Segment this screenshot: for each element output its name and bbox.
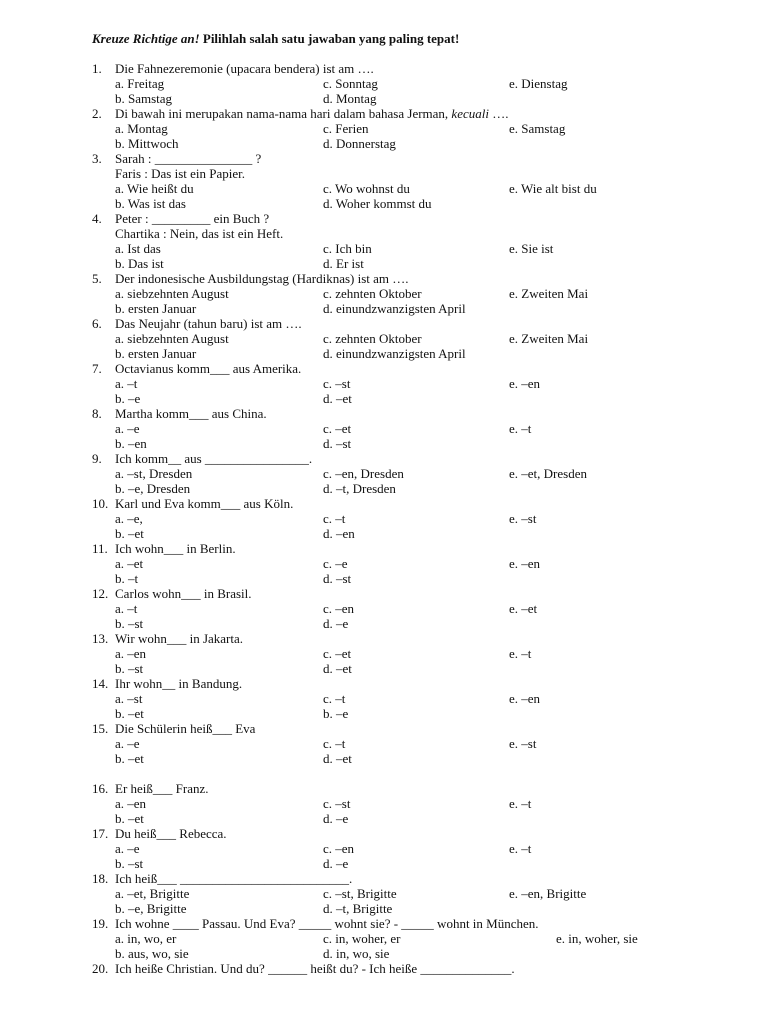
question-item: [0, 916, 768, 961]
question-text: Du heiß___ Rebecca.: [115, 826, 227, 841]
question-item: [0, 106, 768, 151]
answer-option: b. –et: [115, 751, 144, 766]
answer-option: a. –en: [115, 646, 147, 661]
answer-option: b. –e, Brigitte: [115, 901, 187, 916]
answer-option: b. Mittwoch: [115, 136, 179, 151]
answer-row: [0, 841, 768, 856]
answer-row: [0, 811, 768, 826]
answer-option: b. –en: [115, 436, 147, 451]
answer-option: c. –st, Brigitte: [323, 886, 397, 901]
question-number: 3.: [92, 151, 102, 166]
question-line: [0, 496, 768, 511]
question-number: 6.: [92, 316, 102, 331]
question-text: Das Neujahr (tahun baru) ist am ….: [115, 316, 302, 331]
question-number: 15.: [92, 721, 109, 736]
question-line: [0, 631, 768, 646]
answer-row: [0, 481, 768, 496]
answer-row: [0, 301, 768, 316]
answer-option: e. –et, Dresden: [509, 466, 587, 481]
answer-option: e. –t: [509, 796, 532, 811]
answer-option: b. Das ist: [115, 256, 164, 271]
answer-option: d. Montag: [323, 91, 377, 106]
question-item: [0, 271, 768, 316]
answer-row: [0, 661, 768, 676]
answer-row: [0, 181, 768, 196]
answer-option: e. Zweiten Mai: [509, 286, 589, 301]
question-text: Ich wohne ____ Passau. Und Eva? _____ wohnt sie? - _____ wohnt in München.: [115, 916, 539, 931]
question-line: [0, 451, 768, 466]
question-text: Ich heiße Christian. Und du? ______ heißt du? - Ich heiße ______________.: [115, 961, 515, 976]
question-line: [0, 271, 768, 286]
answer-option: b. –st: [115, 856, 144, 871]
answer-row: [0, 196, 768, 211]
question-text: Ihr wohn__ in Bandung.: [115, 676, 243, 691]
answer-option: c. Ich bin: [323, 241, 372, 256]
answer-row: [0, 256, 768, 271]
instruction-german: Kreuze Richtige an!: [92, 31, 200, 46]
answer-option: c. –st: [323, 376, 351, 391]
question-text: Die Fahnezeremonie (upacara bendera) ist am ….: [115, 61, 374, 76]
question-text-italic: kecuali: [451, 106, 489, 121]
answer-option: b. –t: [115, 571, 139, 586]
answer-option: b. –e, Dresden: [115, 481, 191, 496]
answer-row: [0, 691, 768, 706]
answer-row: [0, 796, 768, 811]
answer-option: b. –st: [115, 616, 144, 631]
question-text: Martha komm___ aus China.: [115, 406, 267, 421]
question-item: [0, 451, 768, 496]
answer-option: a. –et, Brigitte: [115, 886, 190, 901]
answer-option: d. Donnerstag: [323, 136, 396, 151]
answer-option: d. Woher kommst du: [323, 196, 432, 211]
question-line: [0, 106, 768, 121]
instructions-header: [92, 31, 459, 46]
question-item: [0, 361, 768, 406]
answer-option: b. Samstag: [115, 91, 173, 106]
answer-option: c. in, woher, er: [323, 931, 401, 946]
answer-row: [0, 751, 768, 766]
answer-row: [0, 601, 768, 616]
question-text: Er heiß___ Franz.: [115, 781, 209, 796]
answer-row: [0, 901, 768, 916]
question-number: 9.: [92, 451, 102, 466]
answer-option: d. einundzwanzigsten April: [323, 301, 466, 316]
question-dialogue-line: Chartika : Nein, das ist ein Heft.: [115, 226, 284, 241]
answer-option: a. –e: [115, 736, 140, 751]
answer-option: e. –en: [509, 376, 541, 391]
question-item: [0, 871, 768, 916]
question-number: 12.: [92, 586, 109, 601]
answer-row: [0, 856, 768, 871]
answer-option: b. –et: [115, 811, 144, 826]
answer-option: e. –en: [509, 691, 541, 706]
answer-row: [0, 346, 768, 361]
answer-option: d. –t, Dresden: [323, 481, 396, 496]
question-line: [0, 541, 768, 556]
answer-option: e. Samstag: [509, 121, 566, 136]
answer-row: [0, 646, 768, 661]
answer-option: c. –t: [323, 511, 346, 526]
question-number: 5.: [92, 271, 102, 286]
answer-row: [0, 706, 768, 721]
answer-option: b. –et: [115, 706, 144, 721]
answer-option: b. –st: [115, 661, 144, 676]
answer-row: [0, 571, 768, 586]
answer-option: c. –et: [323, 421, 352, 436]
answer-option: c. Ferien: [323, 121, 369, 136]
spacer: [0, 766, 768, 781]
question-number: 7.: [92, 361, 102, 376]
question-line: [0, 916, 768, 931]
question-number: 10.: [92, 496, 109, 511]
answer-option: d. in, wo, sie: [323, 946, 390, 961]
answer-option: c. Sonntag: [323, 76, 378, 91]
answer-option: a. –st: [115, 691, 143, 706]
answer-row: [0, 241, 768, 256]
question-line: [0, 586, 768, 601]
question-item: [0, 826, 768, 871]
answer-option: a. Wie heißt du: [115, 181, 194, 196]
question-text: Ich wohn___ in Berlin.: [115, 541, 236, 556]
answer-option: a. siebzehnten August: [115, 331, 229, 346]
answer-row: [0, 91, 768, 106]
answer-option: a. –e: [115, 841, 140, 856]
answer-option: a. –t: [115, 376, 138, 391]
question-item: [0, 961, 768, 976]
question-number: 16.: [92, 781, 109, 796]
question-line: [0, 826, 768, 841]
question-text: Ich heiß___ __________________________.: [115, 871, 353, 886]
question-line: [0, 316, 768, 331]
answer-option: b. Was ist das: [115, 196, 186, 211]
answer-option: a. –st, Dresden: [115, 466, 193, 481]
answer-option: c. –t: [323, 736, 346, 751]
answer-option: e. –en: [509, 556, 541, 571]
answer-option: c. –e: [323, 556, 348, 571]
answer-option: c. –en: [323, 601, 355, 616]
answer-option: a. –en: [115, 796, 147, 811]
question-item: [0, 631, 768, 676]
answer-row: [0, 511, 768, 526]
question-line: [0, 151, 768, 166]
question-item: [0, 586, 768, 631]
answer-option: c. –et: [323, 646, 352, 661]
answer-option: d. –et: [323, 661, 352, 676]
answer-option: d. Er ist: [323, 256, 364, 271]
answer-option: e. Wie alt bist du: [509, 181, 597, 196]
answer-row: [0, 736, 768, 751]
answer-option: d. –et: [323, 391, 352, 406]
answer-option: b. aus, wo, sie: [115, 946, 189, 961]
question-text: Octavianus komm___ aus Amerika.: [115, 361, 302, 376]
answer-option: d. –et: [323, 751, 352, 766]
question-line: [0, 676, 768, 691]
answer-option: b. ersten Januar: [115, 346, 197, 361]
answer-option: c. zehnten Oktober: [323, 286, 422, 301]
answer-option: b. –e: [115, 391, 141, 406]
answer-option: e. –t: [509, 646, 532, 661]
answer-option: b. –et: [115, 526, 144, 541]
question-item: [0, 721, 768, 781]
answer-option: d. –e: [323, 811, 349, 826]
answer-row: [0, 286, 768, 301]
question-text: Carlos wohn___ in Brasil.: [115, 586, 252, 601]
answer-row: [0, 931, 768, 946]
question-item: [0, 781, 768, 826]
answer-option: a. Ist das: [115, 241, 161, 256]
answer-option: e. –st: [509, 511, 537, 526]
question-number: 1.: [92, 61, 102, 76]
answer-option: e. –en, Brigitte: [509, 886, 587, 901]
answer-option: a. in, wo, er: [115, 931, 177, 946]
question-text: Peter : _________ ein Buch ?: [115, 211, 270, 226]
question-item: [0, 316, 768, 361]
answer-option: e. –t: [509, 421, 532, 436]
answer-option: d. –e: [323, 856, 349, 871]
answer-option: a. siebzehnten August: [115, 286, 229, 301]
answer-option: d. –en: [323, 526, 355, 541]
question-list: [0, 61, 768, 976]
answer-row: [0, 376, 768, 391]
answer-option: e. in, woher, sie: [556, 931, 638, 946]
answer-option: c. –en: [323, 841, 355, 856]
answer-row: [0, 436, 768, 451]
question-number: 4.: [92, 211, 102, 226]
question-number: 11.: [92, 541, 108, 556]
answer-option: d. einundzwanzigsten April: [323, 346, 466, 361]
answer-option: d. –st: [323, 436, 352, 451]
instruction-indonesian: Pilihlah salah satu jawaban yang paling tepat!: [202, 31, 460, 46]
answer-option: b. –e: [323, 706, 349, 721]
question-number: 19.: [92, 916, 109, 931]
question-number: 18.: [92, 871, 109, 886]
question-line: [0, 361, 768, 376]
question-dialogue-line: Faris : Das ist ein Papier.: [115, 166, 245, 181]
question-line: [0, 961, 768, 976]
answer-row: [0, 946, 768, 961]
answer-option: a. Montag: [115, 121, 168, 136]
question-line: [0, 781, 768, 796]
question-line: [0, 61, 768, 76]
question-line: [0, 226, 768, 241]
question-text: Ich komm__ aus ________________.: [115, 451, 313, 466]
question-line: [0, 211, 768, 226]
answer-row: [0, 556, 768, 571]
answer-option: e. –et: [509, 601, 538, 616]
question-number: 8.: [92, 406, 102, 421]
answer-row: [0, 616, 768, 631]
question-text: Di bawah ini merupakan nama-nama hari dalam bahasa Jerman, kecuali ….: [115, 106, 509, 121]
question-line: [0, 166, 768, 181]
answer-option: b. ersten Januar: [115, 301, 197, 316]
answer-option: e. Dienstag: [509, 76, 568, 91]
answer-option: c. –st: [323, 796, 351, 811]
answer-row: [0, 76, 768, 91]
question-line: [0, 871, 768, 886]
answer-option: d. –t, Brigitte: [323, 901, 393, 916]
question-item: [0, 151, 768, 211]
answer-option: a. –e: [115, 421, 140, 436]
question-number: 17.: [92, 826, 109, 841]
answer-option: e. –t: [509, 841, 532, 856]
answer-row: [0, 526, 768, 541]
answer-option: e. Zweiten Mai: [509, 331, 589, 346]
question-number: 14.: [92, 676, 109, 691]
question-number: 2.: [92, 106, 102, 121]
question-number: 20.: [92, 961, 109, 976]
question-line: [0, 721, 768, 736]
question-text: Sarah : _______________ ?: [115, 151, 262, 166]
question-item: [0, 676, 768, 721]
question-item: [0, 61, 768, 106]
answer-row: [0, 466, 768, 481]
answer-row: [0, 136, 768, 151]
answer-option: c. –en, Dresden: [323, 466, 404, 481]
answer-option: c. –t: [323, 691, 346, 706]
question-line: [0, 406, 768, 421]
question-number: 13.: [92, 631, 109, 646]
answer-option: a. –e,: [115, 511, 143, 526]
answer-option: a. –et: [115, 556, 144, 571]
answer-row: [0, 331, 768, 346]
answer-option: c. zehnten Oktober: [323, 331, 422, 346]
question-item: [0, 406, 768, 451]
answer-row: [0, 121, 768, 136]
question-text: Der indonesische Ausbildungstag (Hardiknas) ist am ….: [115, 271, 409, 286]
question-item: [0, 496, 768, 541]
answer-option: a. –t: [115, 601, 138, 616]
answer-option: e. Sie ist: [509, 241, 554, 256]
answer-option: d. –e: [323, 616, 349, 631]
question-item: [0, 211, 768, 271]
answer-option: d. –st: [323, 571, 352, 586]
answer-row: [0, 391, 768, 406]
answer-row: [0, 421, 768, 436]
question-text: Karl und Eva komm___ aus Köln.: [115, 496, 294, 511]
question-text: Wir wohn___ in Jakarta.: [115, 631, 244, 646]
question-text: Die Schülerin heiß___ Eva: [115, 721, 256, 736]
answer-option: e. –st: [509, 736, 537, 751]
question-item: [0, 541, 768, 586]
answer-option: a. Freitag: [115, 76, 165, 91]
answer-option: c. Wo wohnst du: [323, 181, 410, 196]
answer-row: [0, 886, 768, 901]
